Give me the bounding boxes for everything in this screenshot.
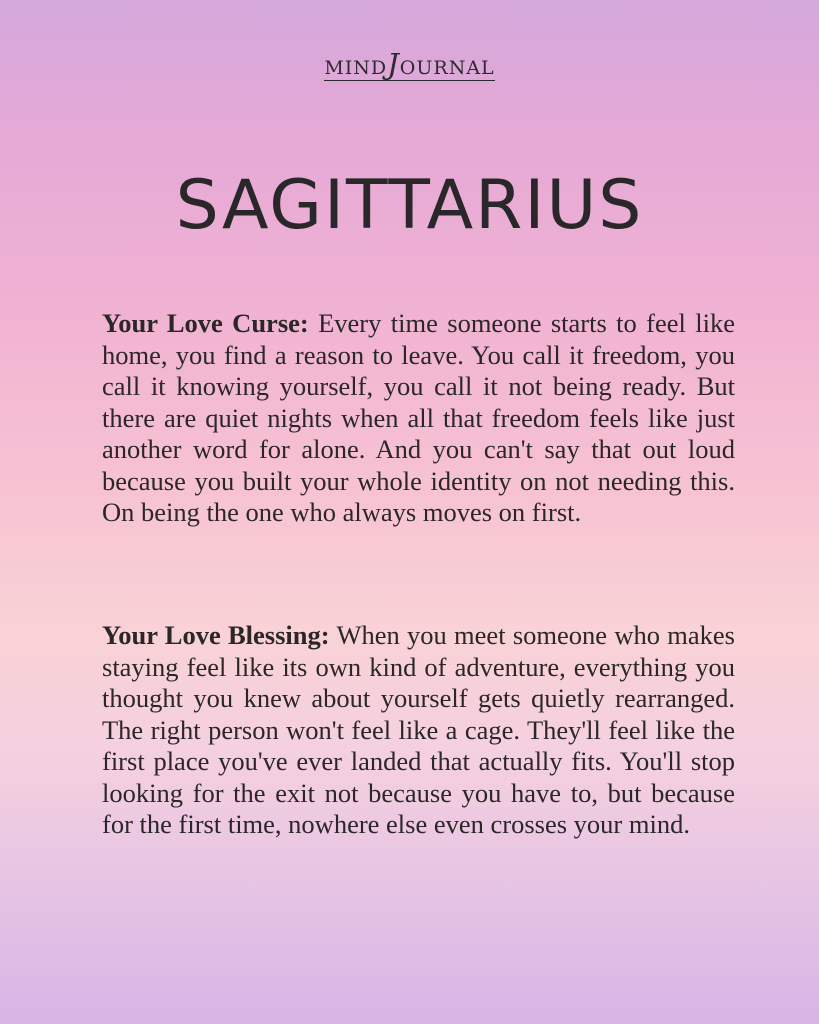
brand-mind: MIND	[324, 57, 388, 79]
brand-j: J	[387, 47, 400, 81]
page-title: SAGITTARIUS	[175, 166, 644, 245]
love-curse-paragraph	[102, 308, 735, 529]
love-blessing-label: Your Love Blessing:	[102, 620, 330, 650]
brand-logo	[0, 47, 819, 81]
brand-wordmark	[324, 47, 495, 81]
brand-ournal: OURNAL	[399, 57, 495, 79]
love-curse-label: Your Love Curse:	[102, 308, 309, 338]
love-blessing-paragraph	[102, 620, 735, 841]
love-curse-text: Every time someone starts to feel like home, you find a reason to leave. You call it freedom, you call it knowing yourself, you call it not being ready. But there are quiet nights when all that freedom feels like just another word for alone. And you can't say that out loud because you built your whole identity on not needing this. On being the one who always moves on first.	[102, 308, 735, 527]
love-blessing-text: When you meet someone who makes staying feel like its own kind of adventure, everything you thought you knew about yourself gets quietly rearranged. The right person won't feel like a cage. They'll feel like the first place you've ever landed that actually fits. You'll stop looking for the exit not because you have to, but because for the first time, nowhere else even crosses your mind.	[102, 620, 735, 839]
